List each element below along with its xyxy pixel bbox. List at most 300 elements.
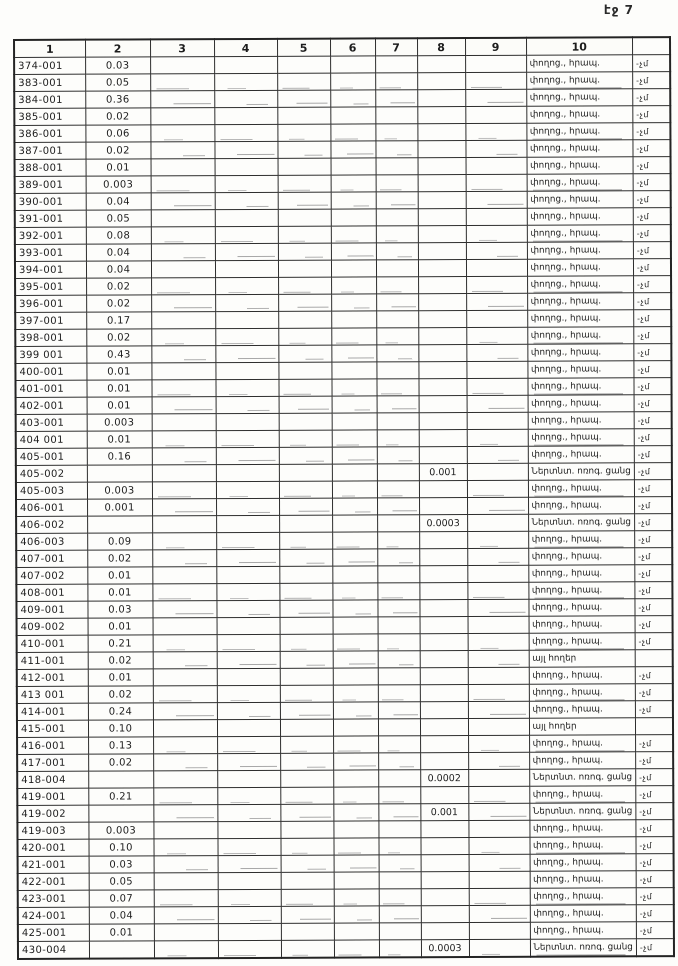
- empty-cell: [215, 328, 278, 345]
- empty-cell: [278, 311, 331, 328]
- area-value-cell: [88, 805, 153, 822]
- area-value-cell: 0.003: [87, 482, 152, 499]
- empty-cell: [465, 140, 526, 157]
- irrigation-area-cell: [417, 124, 465, 141]
- margin-note: [635, 718, 673, 735]
- empty-cell: [465, 123, 526, 140]
- empty-cell: [152, 601, 216, 618]
- margin-note: -չմ: [636, 803, 674, 820]
- irrigation-area-cell: [419, 430, 467, 447]
- margin-note: -չմ: [636, 939, 674, 957]
- empty-cell: [334, 872, 379, 889]
- irrigation-area-cell: [420, 617, 468, 634]
- empty-cell: [277, 141, 330, 158]
- irrigation-area-cell: [420, 702, 468, 719]
- empty-cell: [376, 328, 418, 345]
- margin-note: -չմ: [636, 871, 674, 888]
- margin-note: [635, 650, 673, 667]
- empty-cell: [215, 209, 278, 226]
- parcel-code-cell: 396-001: [15, 295, 86, 312]
- empty-cell: [154, 873, 218, 890]
- area-value-cell: 0.36: [85, 91, 150, 108]
- empty-cell: [279, 532, 332, 549]
- margin-note: -չմ: [634, 446, 672, 463]
- parcel-code-cell: 411-001: [17, 652, 88, 669]
- land-category-cell: փողոց., հրապ.: [527, 293, 633, 310]
- parcel-code-cell: 392-001: [15, 227, 86, 244]
- empty-cell: [466, 208, 527, 225]
- parcel-code-cell: 410-001: [17, 635, 88, 652]
- empty-cell: [281, 923, 334, 940]
- irrigation-area-cell: [417, 73, 465, 90]
- margin-note: -չմ: [635, 531, 673, 548]
- empty-cell: [153, 720, 217, 737]
- empty-cell: [376, 158, 418, 175]
- parcel-code-cell: 419-003: [17, 822, 88, 839]
- empty-cell: [379, 855, 421, 872]
- empty-cell: [377, 413, 419, 430]
- empty-cell: [278, 345, 331, 362]
- area-value-cell: 0.02: [86, 329, 151, 346]
- empty-cell: [214, 90, 277, 107]
- empty-cell: [217, 787, 280, 804]
- margin-note: -չմ: [634, 327, 672, 344]
- empty-cell: [377, 583, 419, 600]
- margin-note: -չմ: [635, 684, 673, 701]
- empty-cell: [281, 855, 334, 872]
- margin-note: -չմ: [633, 72, 671, 89]
- land-category-cell: փողոց., հրապ.: [526, 72, 632, 89]
- margin-note: -չմ: [635, 735, 673, 752]
- area-value-cell: 0.16: [87, 448, 152, 465]
- area-value-cell: 0.43: [86, 346, 151, 363]
- area-value-cell: 0.03: [87, 601, 152, 618]
- empty-cell: [151, 329, 215, 346]
- empty-cell: [466, 276, 527, 293]
- irrigation-area-cell: [419, 447, 467, 464]
- parcel-code-cell: 402-001: [16, 397, 87, 414]
- empty-cell: [281, 940, 334, 958]
- empty-cell: [278, 260, 331, 277]
- empty-cell: [152, 499, 216, 516]
- empty-cell: [375, 141, 417, 158]
- area-value-cell: 0.21: [88, 635, 153, 652]
- land-category-cell: փողոց., հրապ.: [528, 531, 634, 548]
- land-category-cell: փողոց., հրապ.: [527, 157, 633, 174]
- empty-cell: [152, 448, 216, 465]
- empty-cell: [466, 293, 527, 310]
- empty-cell: [151, 278, 215, 295]
- empty-cell: [152, 567, 216, 584]
- empty-cell: [150, 74, 214, 91]
- empty-cell: [278, 362, 331, 379]
- empty-cell: [377, 396, 419, 413]
- margin-note: -չմ: [633, 123, 671, 140]
- empty-cell: [280, 719, 333, 736]
- land-category-cell: փողոց., հրապ.: [528, 582, 634, 599]
- empty-cell: [332, 600, 377, 617]
- empty-cell: [153, 669, 217, 686]
- empty-cell: [278, 243, 331, 260]
- land-category-cell: այլ հողեր: [529, 650, 635, 667]
- land-category-cell: փողոց., հրապ.: [529, 820, 635, 837]
- empty-cell: [280, 702, 333, 719]
- empty-cell: [278, 192, 331, 209]
- area-value-cell: 0.03: [89, 856, 154, 873]
- parcel-code-cell: 394-001: [15, 261, 86, 278]
- land-category-cell: Ներտնտ. ոռոգ. ցանց: [528, 514, 634, 531]
- margin-note: -չմ: [634, 412, 672, 429]
- empty-cell: [216, 600, 279, 617]
- margin-note: -չմ: [634, 395, 672, 412]
- land-category-cell: փողոց., հրապ.: [527, 310, 633, 327]
- margin-note: -չմ: [634, 310, 672, 327]
- empty-cell: [467, 446, 528, 463]
- land-category-cell: փողոց., հրապ.: [528, 480, 634, 497]
- empty-cell: [375, 73, 417, 90]
- margin-note: -չմ: [633, 242, 671, 259]
- irrigation-area-cell: [418, 243, 466, 260]
- empty-cell: [332, 481, 377, 498]
- land-category-cell: փողոց., հրապ.: [528, 599, 634, 616]
- land-category-cell: փողոց., հրապ.: [526, 106, 632, 123]
- empty-cell: [216, 498, 279, 515]
- empty-cell: [331, 260, 376, 277]
- empty-cell: [332, 515, 377, 532]
- empty-cell: [330, 56, 375, 73]
- empty-cell: [279, 430, 332, 447]
- land-parcel-table: [13, 36, 675, 960]
- land-category-cell: փողոց., հրապ.: [526, 55, 632, 72]
- empty-cell: [279, 447, 332, 464]
- irrigation-area-cell: [420, 685, 468, 702]
- margin-note: -չմ: [634, 344, 672, 361]
- margin-note: -չմ: [633, 106, 671, 123]
- empty-cell: [278, 158, 331, 175]
- irrigation-area-cell: [421, 906, 469, 923]
- empty-cell: [378, 634, 420, 651]
- empty-cell: [277, 124, 330, 141]
- empty-cell: [333, 838, 378, 855]
- empty-cell: [468, 650, 529, 667]
- empty-cell: [467, 463, 528, 480]
- empty-cell: [376, 243, 418, 260]
- empty-cell: [376, 209, 418, 226]
- empty-cell: [214, 56, 277, 73]
- land-category-cell: փողոց., հրապ.: [526, 140, 632, 157]
- irrigation-area-cell: [421, 855, 469, 872]
- empty-cell: [150, 125, 214, 142]
- empty-cell: [469, 888, 530, 905]
- irrigation-area-cell: 0.0003: [419, 515, 467, 532]
- land-category-cell: Ներտնտ. ոռոգ. ցանց: [529, 769, 635, 786]
- parcel-code-cell: 405-001: [16, 448, 87, 465]
- margin-note: -չմ: [636, 888, 674, 905]
- parcel-code-cell: 408-001: [16, 584, 87, 601]
- parcel-code-cell: 409-001: [16, 601, 87, 618]
- empty-cell: [331, 226, 376, 243]
- empty-cell: [279, 481, 332, 498]
- empty-cell: [378, 753, 420, 770]
- empty-cell: [377, 498, 419, 515]
- empty-cell: [216, 481, 279, 498]
- empty-cell: [153, 839, 217, 856]
- empty-cell: [469, 871, 530, 888]
- column-header-2: 2: [85, 39, 150, 57]
- empty-cell: [278, 328, 331, 345]
- empty-cell: [465, 55, 526, 72]
- area-value-cell: 0.24: [88, 703, 153, 720]
- irrigation-area-cell: [421, 889, 469, 906]
- empty-cell: [466, 327, 527, 344]
- empty-cell: [215, 158, 278, 175]
- empty-cell: [153, 805, 217, 822]
- empty-cell: [333, 736, 378, 753]
- empty-cell: [218, 923, 281, 940]
- empty-cell: [469, 905, 530, 922]
- empty-cell: [281, 889, 334, 906]
- parcel-code-cell: 405-003: [16, 482, 87, 499]
- area-value-cell: 0.21: [88, 788, 153, 805]
- empty-cell: [332, 532, 377, 549]
- empty-cell: [331, 311, 376, 328]
- empty-cell: [375, 124, 417, 141]
- margin-note: -չմ: [635, 701, 673, 718]
- area-value-cell: 0.01: [88, 618, 153, 635]
- empty-cell: [217, 617, 280, 634]
- empty-cell: [151, 176, 215, 193]
- irrigation-area-cell: [418, 277, 466, 294]
- parcel-code-cell: 387-001: [14, 142, 85, 159]
- empty-cell: [280, 821, 333, 838]
- page-number-label: էջ 7: [603, 3, 634, 17]
- area-value-cell: 0.05: [89, 873, 154, 890]
- empty-cell: [154, 924, 218, 941]
- empty-cell: [331, 379, 376, 396]
- area-value-cell: 0.02: [88, 754, 153, 771]
- empty-cell: [332, 447, 377, 464]
- column-header-9: 9: [465, 38, 526, 56]
- area-value-cell: 0.01: [89, 924, 154, 941]
- empty-cell: [214, 73, 277, 90]
- empty-cell: [151, 346, 215, 363]
- empty-cell: [466, 225, 527, 242]
- area-value-cell: 0.02: [88, 686, 153, 703]
- margin-note: -չմ: [633, 259, 671, 276]
- empty-cell: [280, 838, 333, 855]
- irrigation-area-cell: [420, 753, 468, 770]
- empty-cell: [153, 686, 217, 703]
- parcel-code-cell: 406-003: [16, 533, 87, 550]
- empty-cell: [153, 737, 217, 754]
- empty-cell: [331, 158, 376, 175]
- empty-cell: [331, 175, 376, 192]
- parcel-code-cell: 421-001: [18, 856, 89, 873]
- area-value-cell: 0.13: [88, 737, 153, 754]
- empty-cell: [378, 668, 420, 685]
- empty-cell: [333, 753, 378, 770]
- area-value-cell: [89, 941, 154, 959]
- empty-cell: [153, 771, 217, 788]
- parcel-code-cell: 385-001: [14, 108, 85, 125]
- irrigation-area-cell: [419, 481, 467, 498]
- irrigation-area-cell: 0.001: [420, 804, 468, 821]
- empty-cell: [280, 770, 333, 787]
- margin-note: -չմ: [634, 480, 672, 497]
- land-category-cell: փողոց., հրապ.: [526, 89, 632, 106]
- empty-cell: [467, 429, 528, 446]
- empty-cell: [217, 719, 280, 736]
- irrigation-area-cell: [420, 838, 468, 855]
- empty-cell: [334, 855, 379, 872]
- margin-note: -չմ: [633, 208, 671, 225]
- land-category-cell: փողոց., հրապ.: [527, 191, 633, 208]
- parcel-code-cell: 412-001: [17, 669, 88, 686]
- land-category-cell: փողոց., հրապ.: [527, 242, 633, 259]
- parcel-code-cell: 420-001: [17, 839, 88, 856]
- area-value-cell: [87, 516, 152, 533]
- empty-cell: [333, 787, 378, 804]
- empty-cell: [376, 277, 418, 294]
- area-value-cell: 0.02: [87, 550, 152, 567]
- table-row: [18, 939, 674, 959]
- margin-note: -չմ: [634, 514, 672, 531]
- margin-note: -չմ: [633, 191, 671, 208]
- margin-note: -չմ: [635, 616, 673, 633]
- empty-cell: [332, 396, 377, 413]
- empty-cell: [280, 753, 333, 770]
- empty-cell: [279, 396, 332, 413]
- land-category-cell: փողոց., հրապ.: [528, 412, 634, 429]
- margin-note: -չմ: [633, 157, 671, 174]
- margin-note: -չմ: [635, 582, 673, 599]
- empty-cell: [217, 702, 280, 719]
- empty-cell: [376, 226, 418, 243]
- margin-note: -չմ: [636, 837, 674, 854]
- empty-cell: [218, 872, 281, 889]
- empty-cell: [279, 464, 332, 481]
- margin-note: -չմ: [636, 786, 674, 803]
- margin-note: -չմ: [636, 769, 674, 786]
- irrigation-area-cell: 0.0002: [420, 770, 468, 787]
- empty-cell: [468, 633, 529, 650]
- parcel-code-cell: 391-001: [15, 210, 86, 227]
- empty-cell: [217, 634, 280, 651]
- margin-note: -չմ: [633, 276, 671, 293]
- area-value-cell: 0.07: [89, 890, 154, 907]
- area-value-cell: 0.10: [88, 839, 153, 856]
- empty-cell: [153, 703, 217, 720]
- empty-cell: [214, 124, 277, 141]
- parcel-code-cell: 418-004: [17, 771, 88, 788]
- empty-cell: [215, 311, 278, 328]
- parcel-code-cell: 401-001: [15, 380, 86, 397]
- empty-cell: [279, 498, 332, 515]
- irrigation-area-cell: [419, 413, 467, 430]
- empty-cell: [378, 787, 420, 804]
- empty-cell: [152, 465, 216, 482]
- empty-cell: [468, 820, 529, 837]
- empty-cell: [278, 294, 331, 311]
- empty-cell: [468, 684, 529, 701]
- empty-cell: [278, 379, 331, 396]
- irrigation-area-cell: [417, 141, 465, 158]
- column-header-3: 3: [150, 39, 214, 57]
- empty-cell: [150, 142, 214, 159]
- empty-cell: [150, 91, 214, 108]
- area-value-cell: 0.04: [86, 193, 151, 210]
- column-header-7: 7: [375, 38, 417, 56]
- empty-cell: [378, 617, 420, 634]
- parcel-code-cell: 417-001: [17, 754, 88, 771]
- empty-cell: [152, 584, 216, 601]
- parcel-code-cell: 388-001: [15, 159, 86, 176]
- area-value-cell: 0.01: [87, 567, 152, 584]
- empty-cell: [217, 821, 280, 838]
- land-category-cell: փողոց., հրապ.: [529, 752, 635, 769]
- empty-cell: [375, 90, 417, 107]
- irrigation-area-cell: [420, 651, 468, 668]
- empty-cell: [215, 243, 278, 260]
- empty-cell: [468, 718, 529, 735]
- land-category-cell: փողոց., հրապ.: [528, 395, 634, 412]
- land-category-cell: փողոց., հրապ.: [530, 888, 636, 905]
- empty-cell: [375, 107, 417, 124]
- margin-note: -չմ: [634, 429, 672, 446]
- empty-cell: [466, 242, 527, 259]
- empty-cell: [277, 56, 330, 73]
- empty-cell: [332, 583, 377, 600]
- empty-cell: [279, 549, 332, 566]
- area-value-cell: 0.05: [85, 74, 150, 91]
- empty-cell: [333, 617, 378, 634]
- empty-cell: [217, 838, 280, 855]
- empty-cell: [331, 328, 376, 345]
- land-category-cell: փողոց., հրապ.: [528, 429, 634, 446]
- empty-cell: [153, 635, 217, 652]
- empty-cell: [334, 940, 379, 958]
- irrigation-area-cell: [419, 600, 467, 617]
- irrigation-area-cell: [419, 566, 467, 583]
- empty-cell: [467, 599, 528, 616]
- empty-cell: [152, 431, 216, 448]
- irrigation-area-cell: [420, 719, 468, 736]
- land-category-cell: Ներտնտ. ոռոգ. ցանց: [529, 803, 635, 820]
- empty-cell: [152, 533, 216, 550]
- empty-cell: [379, 923, 421, 940]
- parcel-code-cell: 403-001: [16, 414, 87, 431]
- empty-cell: [332, 566, 377, 583]
- land-category-cell: փողոց., հրապ.: [529, 633, 635, 650]
- area-value-cell: 0.01: [87, 397, 152, 414]
- empty-cell: [376, 362, 418, 379]
- empty-cell: [153, 652, 217, 669]
- land-category-cell: փողոց., հրապ.: [527, 174, 633, 191]
- empty-cell: [215, 226, 278, 243]
- irrigation-area-cell: [419, 532, 467, 549]
- empty-cell: [468, 735, 529, 752]
- empty-cell: [153, 822, 217, 839]
- empty-cell: [153, 788, 217, 805]
- empty-cell: [153, 618, 217, 635]
- empty-cell: [151, 210, 215, 227]
- margin-spacer: [632, 37, 670, 55]
- area-value-cell: 0.01: [87, 431, 152, 448]
- margin-note: -չմ: [632, 55, 670, 72]
- land-category-cell: փողոց., հրապ.: [529, 837, 635, 854]
- empty-cell: [469, 854, 530, 871]
- empty-cell: [468, 752, 529, 769]
